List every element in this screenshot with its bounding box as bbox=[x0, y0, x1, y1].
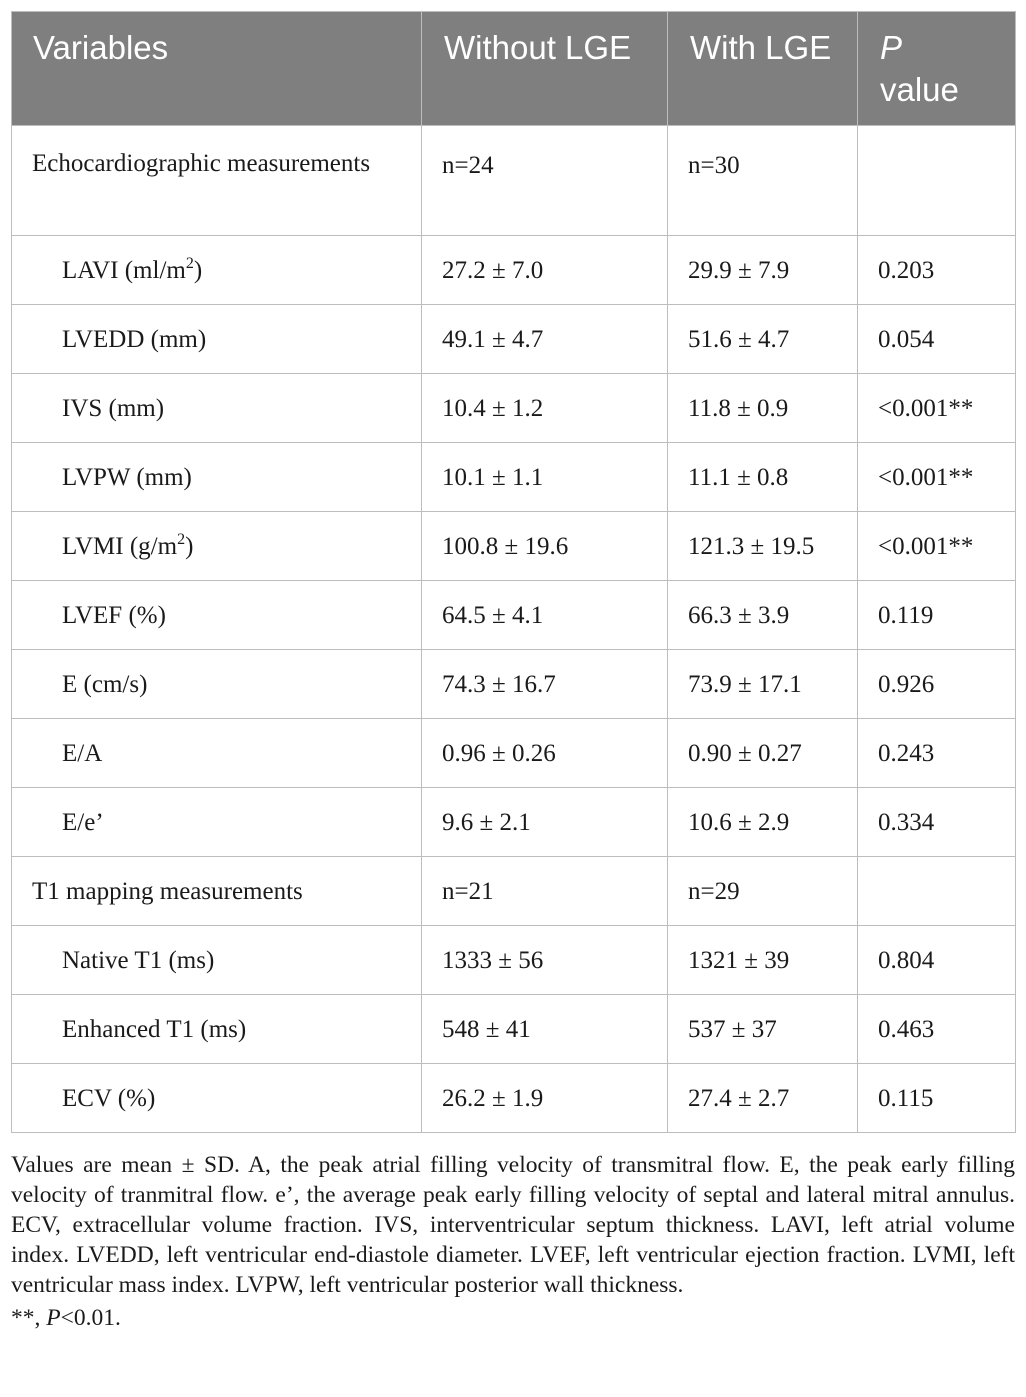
section-title: Echocardiographic measurements bbox=[12, 126, 422, 236]
header-variables: Variables bbox=[12, 12, 422, 126]
footnote-abbreviations: Values are mean ± SD. A, the peak atrial filling velocity of transmitral flow. E, the peak early filling velocity of tranmitral flow. e’, the average peak early filling velocity of septal and lateral mitral annulus. ECV, extracellular volume fraction. IVS, interventricular septum thickness. LAVI, left atrial volume index. LVEDD, left ventricular end-diastole diameter. LVEF, left ventricular ejection fraction. LVMI, left ventricular mass index. LVPW, left ventricular posterior wall thickness. bbox=[11, 1152, 1015, 1298]
row-p: 0.804 bbox=[858, 926, 1016, 995]
row-without: 27.2 ± 7.0 bbox=[422, 236, 668, 305]
section-p-empty bbox=[858, 857, 1016, 926]
table-row bbox=[12, 995, 1016, 1064]
table-row bbox=[12, 236, 1016, 305]
row-with: 121.3 ± 19.5 bbox=[668, 512, 858, 581]
table-row bbox=[12, 512, 1016, 581]
row-label: Enhanced T1 (ms) bbox=[12, 995, 422, 1064]
row-p: 0.243 bbox=[858, 719, 1016, 788]
row-without: 0.96 ± 0.26 bbox=[422, 719, 668, 788]
row-p: 0.463 bbox=[858, 995, 1016, 1064]
row-label bbox=[12, 512, 422, 581]
row-p: <0.001** bbox=[858, 512, 1016, 581]
section-n-with: n=30 bbox=[668, 126, 858, 236]
section-n-with: n=29 bbox=[668, 857, 858, 926]
footnote-threshold: <0.01. bbox=[60, 1305, 121, 1331]
row-with: 29.9 ± 7.9 bbox=[668, 236, 858, 305]
row-with: 73.9 ± 17.1 bbox=[668, 650, 858, 719]
results-table-container bbox=[11, 11, 1015, 1133]
row-with: 1321 ± 39 bbox=[668, 926, 858, 995]
section-n-without: n=24 bbox=[422, 126, 668, 236]
row-without: 548 ± 41 bbox=[422, 995, 668, 1064]
row-label: IVS (mm) bbox=[12, 374, 422, 443]
row-p: 0.926 bbox=[858, 650, 1016, 719]
row-label-sup: 2 bbox=[185, 255, 194, 272]
header-p-italic: P bbox=[880, 29, 903, 66]
header-row bbox=[12, 12, 1016, 126]
table-header bbox=[12, 12, 1016, 126]
header-without-lge: Without LGE bbox=[422, 12, 668, 126]
table-row bbox=[12, 926, 1016, 995]
header-p-value bbox=[858, 12, 1016, 126]
row-label-end: ) bbox=[193, 257, 203, 284]
row-label: E (cm/s) bbox=[12, 650, 422, 719]
row-label: ECV (%) bbox=[12, 1064, 422, 1133]
row-with: 11.8 ± 0.9 bbox=[668, 374, 858, 443]
row-with: 66.3 ± 3.9 bbox=[668, 581, 858, 650]
row-without: 64.5 ± 4.1 bbox=[422, 581, 668, 650]
row-p: 0.119 bbox=[858, 581, 1016, 650]
footnote-significance bbox=[11, 1303, 1015, 1333]
header-with-lge: With LGE bbox=[668, 12, 858, 126]
row-without: 49.1 ± 4.7 bbox=[422, 305, 668, 374]
row-without: 74.3 ± 16.7 bbox=[422, 650, 668, 719]
row-without: 10.1 ± 1.1 bbox=[422, 443, 668, 512]
table-row bbox=[12, 1064, 1016, 1133]
section-title: T1 mapping measurements bbox=[12, 857, 422, 926]
row-label: LVEDD (mm) bbox=[12, 305, 422, 374]
row-label bbox=[12, 236, 422, 305]
row-with: 10.6 ± 2.9 bbox=[668, 788, 858, 857]
header-p-rest: value bbox=[880, 71, 959, 108]
row-p: 0.334 bbox=[858, 788, 1016, 857]
table-row bbox=[12, 305, 1016, 374]
table-row bbox=[12, 788, 1016, 857]
table-row bbox=[12, 443, 1016, 512]
table-footnote bbox=[11, 1150, 1015, 1333]
row-label-end: ) bbox=[185, 533, 194, 560]
footnote-stars: ** bbox=[11, 1305, 35, 1331]
table-row bbox=[12, 374, 1016, 443]
row-with: 0.90 ± 0.27 bbox=[668, 719, 858, 788]
row-label: E/A bbox=[12, 719, 422, 788]
section-n-without: n=21 bbox=[422, 857, 668, 926]
row-label: E/e’ bbox=[12, 788, 422, 857]
row-with: 27.4 ± 2.7 bbox=[668, 1064, 858, 1133]
row-label: LVEF (%) bbox=[12, 581, 422, 650]
row-without: 100.8 ± 19.6 bbox=[422, 512, 668, 581]
row-p: <0.001** bbox=[858, 443, 1016, 512]
row-label-text: LVMI (g/m bbox=[62, 533, 178, 560]
row-p: 0.054 bbox=[858, 305, 1016, 374]
row-without: 1333 ± 56 bbox=[422, 926, 668, 995]
row-label-sup: 2 bbox=[177, 531, 186, 548]
section-p-empty bbox=[858, 126, 1016, 236]
row-without: 9.6 ± 2.1 bbox=[422, 788, 668, 857]
row-label: Native T1 (ms) bbox=[12, 926, 422, 995]
row-with: 51.6 ± 4.7 bbox=[668, 305, 858, 374]
row-p: 0.203 bbox=[858, 236, 1016, 305]
results-table bbox=[11, 11, 1016, 1133]
row-with: 537 ± 37 bbox=[668, 995, 858, 1064]
row-p: <0.001** bbox=[858, 374, 1016, 443]
section-row-echo bbox=[12, 126, 1016, 236]
row-label-text: LAVI (ml/m bbox=[62, 257, 186, 284]
section-row-t1 bbox=[12, 857, 1016, 926]
row-label: LVPW (mm) bbox=[12, 443, 422, 512]
footnote-p-italic: P bbox=[46, 1305, 61, 1331]
table-row bbox=[12, 581, 1016, 650]
footnote-sep: , bbox=[34, 1305, 47, 1331]
row-with: 11.1 ± 0.8 bbox=[668, 443, 858, 512]
row-without: 10.4 ± 1.2 bbox=[422, 374, 668, 443]
table-row bbox=[12, 719, 1016, 788]
table-row bbox=[12, 650, 1016, 719]
row-p: 0.115 bbox=[858, 1064, 1016, 1133]
table-body bbox=[12, 126, 1016, 1133]
row-without: 26.2 ± 1.9 bbox=[422, 1064, 668, 1133]
